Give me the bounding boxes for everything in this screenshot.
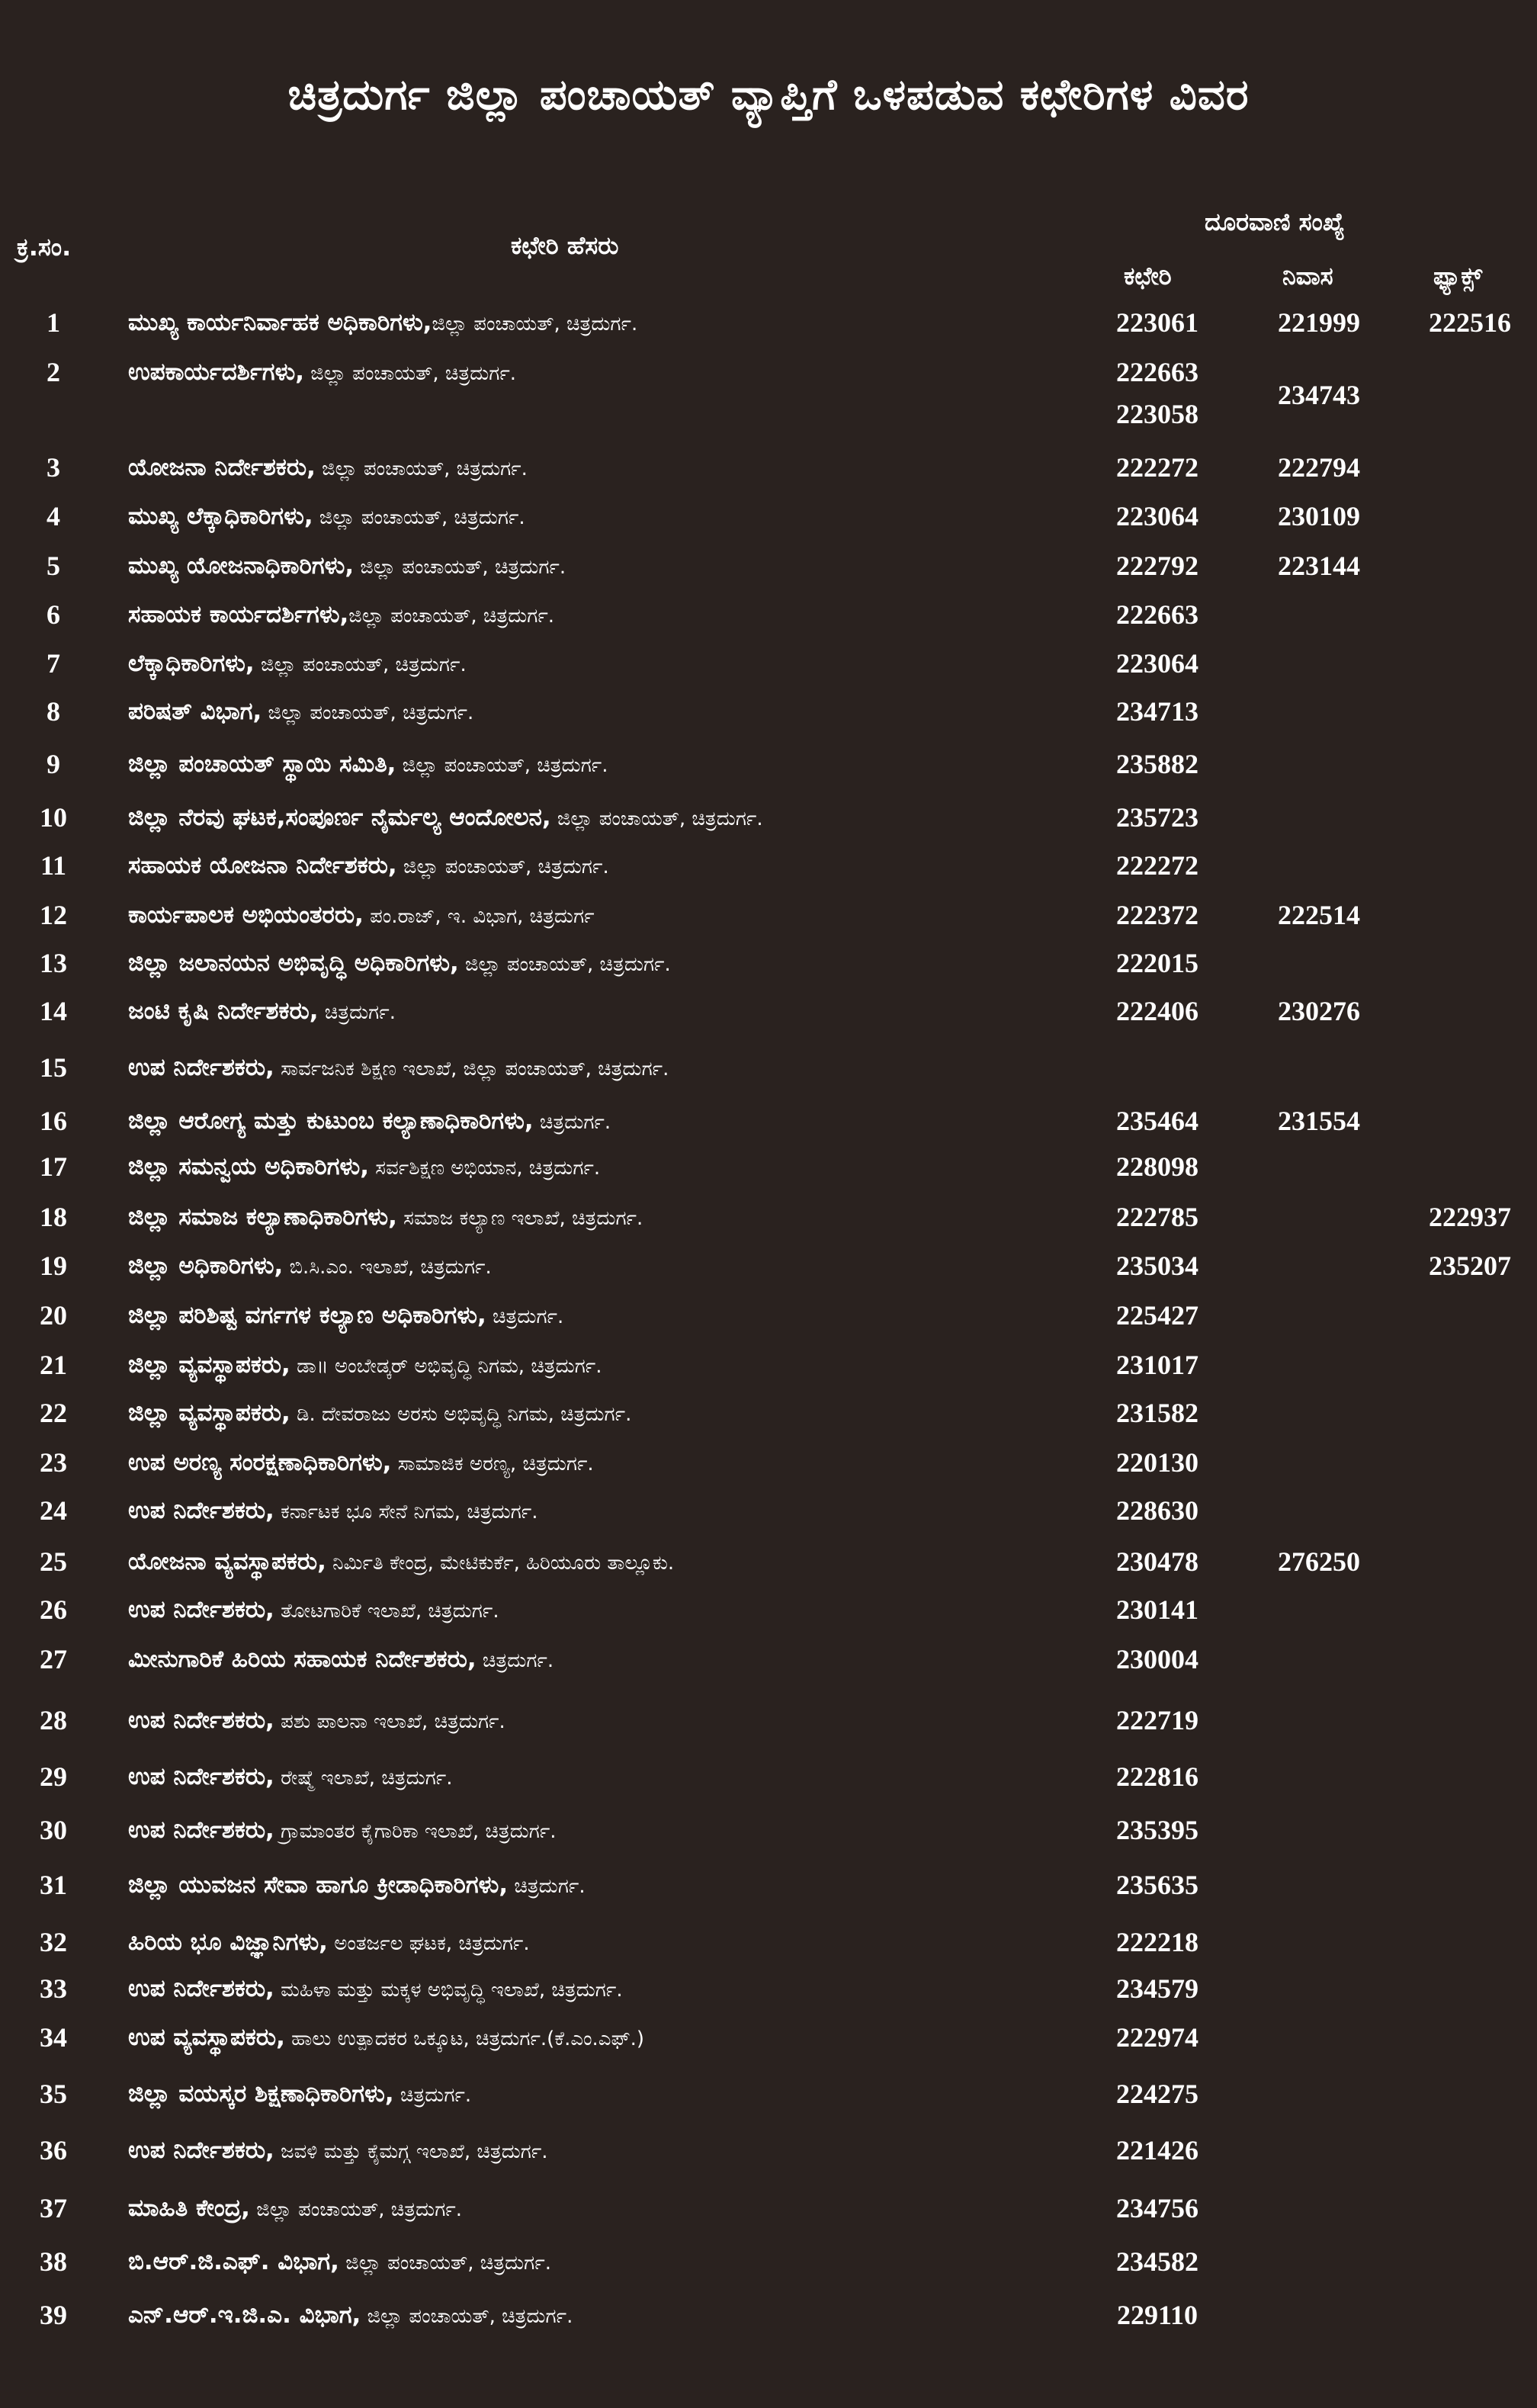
office-location: ಡಿ. ದೇವರಾಜು ಅರಸು ಅಭಿವೃದ್ಧಿ ನಿಗಮ, ಚಿತ್ರದುರ್ಗ. <box>290 1403 632 1426</box>
office-name <box>128 1447 594 1482</box>
office-phone: 231582 <box>1116 1398 1198 1428</box>
office-location: ಜಿಲ್ಲಾ ಪಂಚಾಯತ್, ಚಿತ್ರದುರ್ಗ. <box>396 856 609 878</box>
office-phone: 235464 <box>1116 1106 1198 1136</box>
serial-number: 27 <box>40 1644 67 1674</box>
office-location: ನಿರ್ಮಿತಿ ಕೇಂದ್ರ, ಮೇಟಿಕುರ್ಕೆ, ಹಿರಿಯೂರು ತಾಲ್ಲೂಕು. <box>326 1552 675 1575</box>
office-phone: 230141 <box>1116 1594 1198 1625</box>
office-phone-secondary: 223058 <box>1116 399 1198 429</box>
office-name <box>128 1594 499 1629</box>
serial-number: 19 <box>40 1251 67 1281</box>
office-location: ಡಾ॥ ಅಂಬೇಡ್ಕರ್ ಅಭಿವೃದ್ಧಿ ನಿಗಮ, ಚಿತ್ರದುರ್ಗ. <box>290 1355 602 1378</box>
office-location: ಜಿಲ್ಲಾ ಪಂಚಾಯತ್, ಚಿತ್ರದುರ್ಗ. <box>339 2252 551 2275</box>
office-phone: 228630 <box>1116 1495 1198 1526</box>
office-name <box>128 357 516 391</box>
office-name <box>128 648 467 682</box>
office-name <box>128 1761 453 1796</box>
serial-number: 15 <box>40 1052 67 1083</box>
office-location: ಜಿಲ್ಲಾ ಪಂಚಾಯತ್, ಚಿತ್ರದುರ್ಗ. <box>354 556 566 579</box>
office-location: ಜವಳಿ ಮತ್ತು ಕೈಮಗ್ಗ ಇಲಾಖೆ, ಚಿತ್ರದುರ್ಗ. <box>274 2140 548 2163</box>
office-location: ಜಿಲ್ಲಾ ಪಂಚಾಯತ್, ಚಿತ್ರದುರ್ಗ. <box>262 702 474 724</box>
office-name <box>128 749 608 783</box>
office-title: ಜಿಲ್ಲಾ ಅಧಿಕಾರಿಗಳು, <box>128 1252 284 1279</box>
office-name <box>128 2022 644 2056</box>
header-fax: ಫ್ಯಾಕ್ಸ್ <box>1433 262 1483 291</box>
office-location: ಜಿಲ್ಲಾ ಪಂಚಾಯತ್, ಚಿತ್ರದುರ್ಗ. <box>550 807 763 830</box>
serial-number: 31 <box>40 1870 67 1900</box>
fax-number: 222516 <box>1429 307 1511 338</box>
office-name <box>128 1546 674 1581</box>
office-name <box>128 551 566 585</box>
office-name <box>128 2135 548 2169</box>
serial-number: 35 <box>40 2079 67 2109</box>
residence-phone: 223144 <box>1278 551 1360 581</box>
office-phone: 235395 <box>1116 1815 1198 1845</box>
office-name <box>128 2079 471 2113</box>
serial-number: 28 <box>40 1705 67 1735</box>
serial-number: 11 <box>40 850 66 881</box>
office-location: ಚಿತ್ರದುರ್ಗ. <box>318 1001 396 1024</box>
office-title: ಜಿಲ್ಲಾ ಸಮನ್ವಯ ಅಧಿಕಾರಿಗಳು, <box>128 1153 370 1180</box>
serial-number: 33 <box>40 1973 67 2004</box>
office-name <box>128 2300 573 2334</box>
office-phone: 230004 <box>1116 1644 1198 1674</box>
header-office-name: ಕಛೇರಿ ಹೆಸರು <box>511 231 619 260</box>
office-title: ಉಪ ನಿರ್ದೇಶಕರು, <box>128 1497 274 1524</box>
office-location: ಚಿತ್ರದುರ್ಗ. <box>486 1305 564 1328</box>
residence-phone: 276250 <box>1278 1546 1360 1577</box>
office-phone: 230478 <box>1116 1546 1198 1577</box>
office-title: ಪರಿಷತ್ ವಿಭಾಗ, <box>128 698 262 725</box>
serial-number: 14 <box>40 996 67 1026</box>
residence-phone: 231554 <box>1278 1106 1360 1136</box>
office-phone: 221426 <box>1116 2135 1198 2166</box>
office-title: ಜಿಲ್ಲಾ ಪರಿಶಿಷ್ಟ ವರ್ಗಗಳ ಕಲ್ಯಾಣ ಅಧಿಕಾರಿಗಳು, <box>128 1302 486 1329</box>
office-phone: 235882 <box>1116 749 1198 779</box>
office-location: ಗ್ರಾಮಾಂತರ ಕೈಗಾರಿಕಾ ಇಲಾಖೆ, ಚಿತ್ರದುರ್ಗ. <box>274 1820 557 1843</box>
office-name <box>128 452 528 486</box>
office-name <box>128 802 763 836</box>
serial-number: 6 <box>47 599 60 630</box>
office-location: ರೇಷ್ಮೆ ಇಲಾಖೆ, ಚಿತ್ರದುರ್ಗ. <box>274 1767 453 1790</box>
office-location: ಜಿಲ್ಲಾ ಪಂಚಾಯತ್, ಚಿತ್ರದುರ್ಗ. <box>348 605 555 628</box>
office-location: ಜಿಲ್ಲಾ ಪಂಚಾಯತ್, ಚಿತ್ರದುರ್ಗ. <box>304 362 517 385</box>
office-phone: 222792 <box>1116 551 1198 581</box>
office-title: ಮುಖ್ಯ ಲೆಕ್ಕಾಧಿಕಾರಿಗಳು, <box>128 502 313 530</box>
office-name <box>128 948 671 982</box>
serial-number: 22 <box>40 1398 67 1428</box>
office-phone: 234713 <box>1116 696 1198 727</box>
page-title: ಚಿತ್ರದುರ್ಗ ಜಿಲ್ಲಾ ಪಂಚಾಯತ್ ವ್ಯಾಪ್ತಿಗೆ ಒಳಪಡುವ ಕಛೇರಿಗಳ ವಿವರ <box>287 70 1250 120</box>
office-phone: 222015 <box>1116 948 1198 978</box>
office-name <box>128 2246 551 2281</box>
serial-number: 26 <box>40 1594 67 1625</box>
serial-number: 37 <box>40 2193 67 2223</box>
serial-number: 25 <box>40 1546 67 1577</box>
header-office-phone: ಕಛೇರಿ <box>1124 262 1172 291</box>
office-phone: 231017 <box>1116 1350 1198 1380</box>
office-name <box>128 307 637 342</box>
office-title: ಜಿಲ್ಲಾ ವಯಸ್ಕರ ಶಿಕ್ಷಣಾಧಿಕಾರಿಗಳು, <box>128 2080 394 2108</box>
serial-number: 23 <box>40 1447 67 1478</box>
office-location: ಜಿಲ್ಲಾ ಪಂಚಾಯತ್, ಚಿತ್ರದುರ್ಗ. <box>249 2198 462 2221</box>
office-location: ಸಮಾಜ ಕಲ್ಯಾಣ ಇಲಾಖೆ, ಚಿತ್ರದುರ್ಗ. <box>396 1207 643 1230</box>
serial-number: 36 <box>40 2135 67 2166</box>
serial-number: 13 <box>40 948 67 978</box>
serial-number: 10 <box>40 802 67 833</box>
office-name <box>128 1705 505 1739</box>
office-name <box>128 1973 623 2008</box>
office-title: ಜಿಲ್ಲಾ ಜಲಾನಯನ ಅಭಿವೃದ್ಧಿ ಅಧಿಕಾರಿಗಳು, <box>128 949 459 977</box>
serial-number: 12 <box>40 900 67 930</box>
header-phone-number: ದೂರವಾಣಿ ಸಂಖ್ಯೆ <box>1205 207 1345 236</box>
office-title: ಮೀನುಗಾರಿಕೆ ಹಿರಿಯ ಸಹಾಯಕ ನಿರ್ದೇಶಕರು, <box>128 1645 477 1673</box>
office-location: ತೋಟಗಾರಿಕೆ ಇಲಾಖೆ, ಚಿತ್ರದುರ್ಗ. <box>274 1600 499 1623</box>
office-name <box>128 599 554 634</box>
office-name <box>128 501 525 535</box>
office-title: ಉಪ ವ್ಯವಸ್ಥಾಪಕರು, <box>128 2024 285 2051</box>
office-phone: 229110 <box>1116 2300 1198 2330</box>
office-name <box>128 1398 631 1432</box>
office-name <box>128 1151 600 1186</box>
office-title: ಉಪ ನಿರ್ದೇಶಕರು, <box>128 1975 274 2002</box>
office-phone: 223064 <box>1116 648 1198 679</box>
office-title: ಉಪ ನಿರ್ದೇಶಕರು, <box>128 1763 274 1790</box>
office-phone: 223064 <box>1116 501 1198 531</box>
serial-number: 4 <box>47 501 60 531</box>
office-location: ಸಾಮಾಜಿಕ ಅರಣ್ಯ, ಚಿತ್ರದುರ್ಗ. <box>391 1453 594 1475</box>
office-title: ಉಪ ನಿರ್ದೇಶಕರು, <box>128 1596 274 1623</box>
serial-number: 39 <box>40 2300 67 2330</box>
office-name <box>128 1815 557 1849</box>
office-name <box>128 1251 492 1285</box>
office-location: ಜಿಲ್ಲಾ ಪಂಚಾಯತ್, ಚಿತ್ರದುರ್ಗ. <box>254 653 467 676</box>
office-location: ಸರ್ವಶಿಕ್ಷಣ ಅಭಿಯಾನ, ಚಿತ್ರದುರ್ಗ. <box>369 1157 601 1180</box>
office-phone: 235034 <box>1116 1251 1198 1281</box>
serial-number: 3 <box>47 452 60 483</box>
office-title: ಜಿಲ್ಲಾ ಆರೋಗ್ಯ ಮತ್ತು ಕುಟುಂಬ ಕಲ್ಯಾಣಾಧಿಕಾರಿಗಳು, <box>128 1107 534 1135</box>
office-phone: 222218 <box>1116 1927 1198 1957</box>
office-name <box>128 1106 611 1140</box>
office-location: ಸಾರ್ವಜನಿಕ ಶಿಕ್ಷಣ ಇಲಾಖೆ, ಜಿಲ್ಲಾ ಪಂಚಾಯತ್, ಚಿತ್ರದುರ್ಗ. <box>274 1058 669 1080</box>
office-title: ಯೋಜನಾ ನಿರ್ದೇಶಕರು, <box>128 454 316 481</box>
office-location: ಪಶು ಪಾಲನಾ ಇಲಾಖೆ, ಚಿತ್ರದುರ್ಗ. <box>274 1710 505 1733</box>
serial-number: 7 <box>47 648 60 679</box>
office-phone: 222719 <box>1116 1705 1198 1735</box>
office-phone: 224275 <box>1116 2079 1198 2109</box>
office-phone: 235723 <box>1116 802 1198 833</box>
office-name <box>128 1644 554 1678</box>
office-name <box>128 1927 530 1961</box>
office-phone: 234756 <box>1116 2193 1198 2223</box>
office-title: ಉಪ ನಿರ್ದೇಶಕರು, <box>128 2137 274 2164</box>
fax-number: 222937 <box>1429 1202 1511 1232</box>
fax-number: 235207 <box>1429 1251 1511 1281</box>
serial-number: 32 <box>40 1927 67 1957</box>
office-name <box>128 1052 669 1087</box>
header-residence-phone: ನಿವಾಸ <box>1282 262 1333 291</box>
serial-number: 30 <box>40 1815 67 1845</box>
office-title: ಲೆಕ್ಕಾಧಿಕಾರಿಗಳು, <box>128 650 255 677</box>
office-name <box>128 1870 586 1904</box>
office-title: ಮುಖ್ಯ ಯೋಜನಾಧಿಕಾರಿಗಳು, <box>128 552 355 580</box>
office-title: ಜಿಲ್ಲಾ ನೆರವು ಘಟಕ,ಸಂಪೂರ್ಣ ನೈರ್ಮಲ್ಯ ಆಂದೋಲನ, <box>128 804 551 831</box>
office-phone: 228098 <box>1116 1151 1198 1182</box>
serial-number: 17 <box>40 1151 67 1182</box>
office-phone: 222406 <box>1116 996 1198 1026</box>
office-title: ಉಪ ನಿರ್ದೇಶಕರು, <box>128 1706 274 1734</box>
office-title: ಯೋಜನಾ ವ್ಯವಸ್ಥಾಪಕರು, <box>128 1548 326 1575</box>
serial-number: 1 <box>47 307 60 338</box>
serial-number: 5 <box>47 551 60 581</box>
office-phone: 222272 <box>1116 452 1198 483</box>
office-title: ಉಪ ಅರಣ್ಯ ಸಂರಕ್ಷಣಾಧಿಕಾರಿಗಳು, <box>128 1449 392 1476</box>
serial-number: 24 <box>40 1495 67 1526</box>
office-location: ಚಿತ್ರದುರ್ಗ. <box>393 2084 472 2107</box>
office-phone: 222816 <box>1116 1761 1198 1792</box>
office-location: ಜಿಲ್ಲಾ ಪಂಚಾಯತ್, ಚಿತ್ರದುರ್ಗ. <box>458 953 671 976</box>
office-location: ಕರ್ನಾಟಕ ಭೂ ಸೇನೆ ನಿಗಮ, ಚಿತ್ರದುರ್ಗ. <box>274 1501 538 1523</box>
office-phone: 235635 <box>1116 1870 1198 1900</box>
office-title: ಜಿಲ್ಲಾ ಯುವಜನ ಸೇವಾ ಹಾಗೂ ಕ್ರೀಡಾಧಿಕಾರಿಗಳು, <box>128 1871 509 1899</box>
office-phone: 220130 <box>1116 1447 1198 1478</box>
office-location: ಜಿಲ್ಲಾ ಪಂಚಾಯತ್, ಚಿತ್ರದುರ್ಗ. <box>313 506 525 529</box>
office-name <box>128 1300 563 1334</box>
office-title: ಜಂಟಿ ಕೃಷಿ ನಿರ್ದೇಶಕರು, <box>128 997 319 1025</box>
serial-number: 9 <box>47 749 60 779</box>
office-phone: 222372 <box>1116 900 1198 930</box>
residence-phone: 222794 <box>1278 452 1360 483</box>
serial-number: 21 <box>40 1350 67 1380</box>
office-location: ಚಿತ್ರದುರ್ಗ. <box>476 1649 554 1672</box>
serial-number: 16 <box>40 1106 67 1136</box>
office-location: ಚಿತ್ರದುರ್ಗ. <box>533 1111 611 1134</box>
office-title: ಉಪಕಾರ್ಯದರ್ಶಿಗಳು, <box>128 358 305 386</box>
office-phone: 222272 <box>1116 850 1198 881</box>
office-title: ಮುಖ್ಯ ಕಾರ್ಯನಿರ್ವಾಹಕ ಅಧಿಕಾರಿಗಳು, <box>128 309 432 336</box>
office-title: ಜಿಲ್ಲಾ ವ್ಯವಸ್ಥಾಪಕರು, <box>128 1351 290 1379</box>
office-title: ಉಪ ನಿರ್ದೇಶಕರು, <box>128 1816 274 1844</box>
residence-phone: 230276 <box>1278 996 1360 1026</box>
office-name <box>128 1350 602 1384</box>
office-phone: 225427 <box>1116 1300 1198 1331</box>
office-title: ಕಾರ್ಯಪಾಲಕ ಅಭಿಯಂತರರು, <box>128 901 364 929</box>
office-name <box>128 2193 462 2227</box>
office-name <box>128 850 609 885</box>
serial-number: 8 <box>47 696 60 727</box>
office-title: ಎನ್.ಆರ್.ಇ.ಜಿ.ಎ. ವಿಭಾಗ, <box>128 2301 361 2329</box>
serial-number: 34 <box>40 2022 67 2053</box>
office-title: ಮಾಹಿತಿ ಕೇಂದ್ರ, <box>128 2194 250 2222</box>
office-title: ಸಹಾಯಕ ಯೋಜನಾ ನಿರ್ದೇಶಕರು, <box>128 852 397 879</box>
residence-phone: 222514 <box>1278 900 1360 930</box>
office-title: ಬಿ.ಆರ್.ಜಿ.ಎಫ್. ವಿಭಾಗ, <box>128 2248 339 2275</box>
office-location: ಚಿತ್ರದುರ್ಗ. <box>508 1875 586 1898</box>
office-location: ಜಿಲ್ಲಾ ಪಂಚಾಯತ್, ಚಿತ್ರದುರ್ಗ. <box>432 313 638 336</box>
header-serial-number: ಕ್ರ.ಸಂ. <box>17 233 72 262</box>
office-location: ಜಿಲ್ಲಾ ಪಂಚಾಯತ್, ಚಿತ್ರದುರ್ಗ. <box>315 458 528 480</box>
office-location: ಜಿಲ್ಲಾ ಪಂಚಾಯತ್, ಚಿತ್ರದುರ್ಗ. <box>396 754 608 777</box>
office-title: ಸಹಾಯಕ ಕಾರ್ಯದರ್ಶಿಗಳು, <box>128 601 349 628</box>
office-phone: 222663 <box>1116 599 1198 630</box>
serial-number: 18 <box>40 1202 67 1232</box>
serial-number: 38 <box>40 2246 67 2277</box>
office-title: ಹಿರಿಯ ಭೂ ವಿಜ್ಞಾನಿಗಳು, <box>128 1928 328 1956</box>
serial-number: 2 <box>47 357 60 387</box>
residence-phone: 230109 <box>1278 501 1360 531</box>
office-name <box>128 900 595 934</box>
residence-phone: 221999 <box>1278 307 1360 338</box>
office-title: ಉಪ ನಿರ್ದೇಶಕರು, <box>128 1054 274 1081</box>
office-name <box>128 1202 643 1236</box>
serial-number: 20 <box>40 1300 67 1331</box>
office-location: ಬಿ.ಸಿ.ಎಂ. ಇಲಾಖೆ, ಚಿತ್ರದುರ್ಗ. <box>283 1256 492 1279</box>
office-location: ಜಿಲ್ಲಾ ಪಂಚಾಯತ್, ಚಿತ್ರದುರ್ಗ. <box>361 2305 573 2328</box>
office-phone: 222785 <box>1116 1202 1198 1232</box>
office-phone: 222974 <box>1116 2022 1198 2053</box>
residence-phone: 234743 <box>1278 380 1360 410</box>
office-phone: 234579 <box>1116 1973 1198 2004</box>
office-location: ಹಾಲು ಉತ್ಪಾದಕರ ಒಕ್ಕೂಟ, ಚಿತ್ರದುರ್ಗ.(ಕೆ.ಎಂ.ಎಫ್.) <box>284 2028 644 2050</box>
office-name <box>128 696 473 730</box>
office-phone: 222663 <box>1116 357 1198 387</box>
office-location: ಮಹಿಳಾ ಮತ್ತು ಮಕ್ಕಳ ಅಭಿವೃದ್ಧಿ ಇಲಾಖೆ, ಚಿತ್ರದುರ್ಗ. <box>274 1979 623 2002</box>
office-location: ಅಂತರ್ಜಲ ಘಟಕ, ಚಿತ್ರದುರ್ಗ. <box>327 1932 530 1955</box>
office-phone: 223061 <box>1116 307 1198 338</box>
office-name <box>128 996 396 1030</box>
serial-number: 29 <box>40 1761 67 1792</box>
office-location: ಪಂ.ರಾಜ್, ಇ. ವಿಭಾಗ, ಚಿತ್ರದುರ್ಗ <box>363 905 595 928</box>
office-name <box>128 1495 538 1530</box>
office-title: ಜಿಲ್ಲಾ ಸಮಾಜ ಕಲ್ಯಾಣಾಧಿಕಾರಿಗಳು, <box>128 1203 397 1231</box>
office-title: ಜಿಲ್ಲಾ ಪಂಚಾಯತ್ ಸ್ಥಾಯಿ ಸಮಿತಿ, <box>128 750 396 778</box>
office-phone: 234582 <box>1116 2246 1198 2277</box>
office-title: ಜಿಲ್ಲಾ ವ್ಯವಸ್ಥಾಪಕರು, <box>128 1399 290 1427</box>
